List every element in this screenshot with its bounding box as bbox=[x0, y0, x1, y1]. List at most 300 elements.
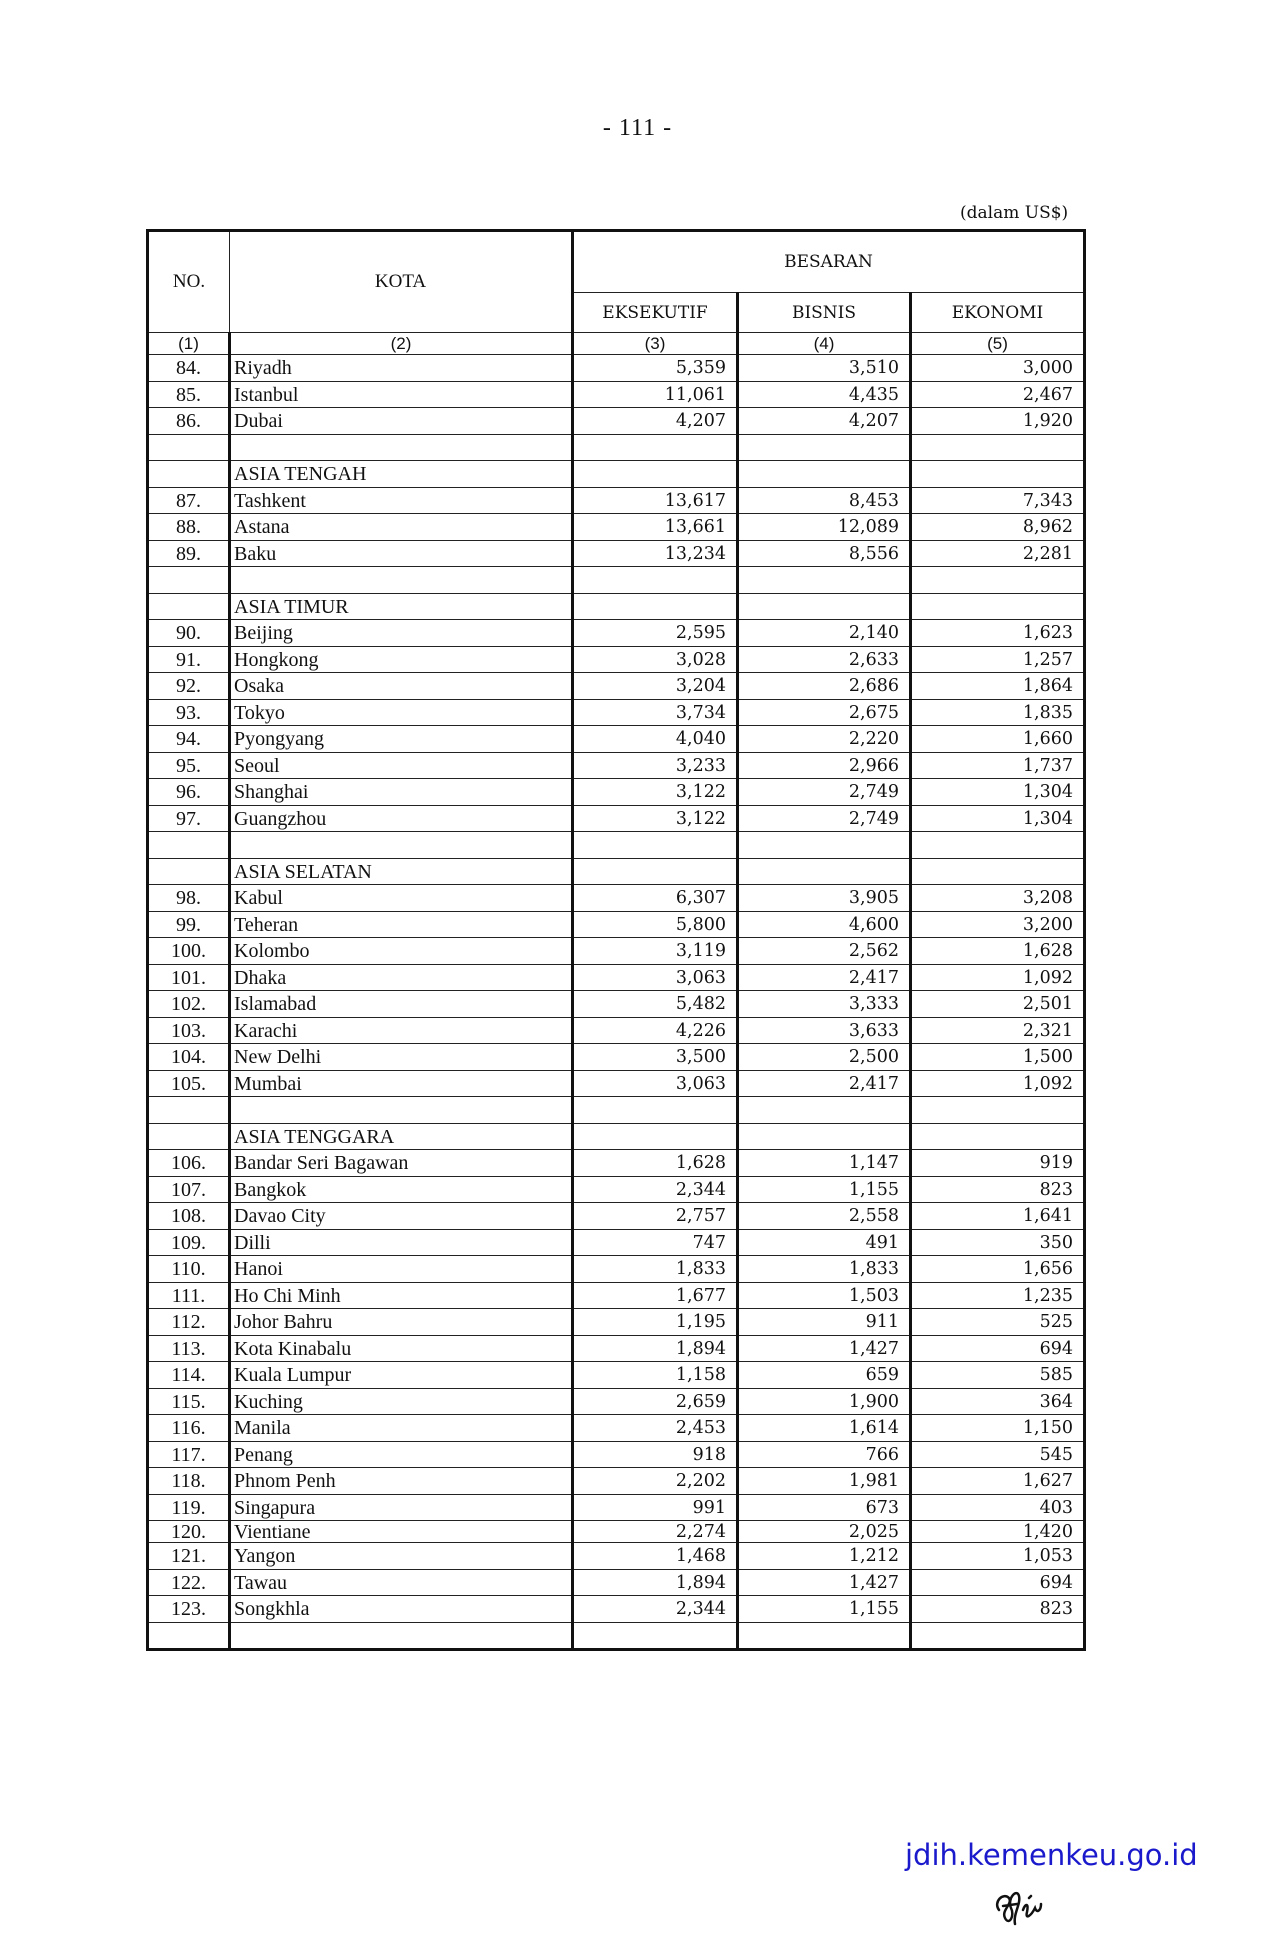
cell-eksekutif: 11,061 bbox=[573, 381, 738, 408]
cell-ekonomi: 1,623 bbox=[911, 620, 1085, 647]
cell-ekonomi: 1,920 bbox=[911, 408, 1085, 435]
region-header-row bbox=[148, 858, 1085, 885]
cell-ekonomi bbox=[911, 858, 1085, 885]
column-index: (3) bbox=[573, 333, 738, 355]
table-row bbox=[148, 1468, 1085, 1495]
cell-eksekutif bbox=[573, 1097, 738, 1124]
cell-no: 118. bbox=[148, 1468, 230, 1495]
cell-ekonomi: 823 bbox=[911, 1176, 1085, 1203]
cell-no: 112. bbox=[148, 1309, 230, 1336]
cell-eksekutif: 1,628 bbox=[573, 1150, 738, 1177]
header-no: NO. bbox=[148, 231, 230, 333]
cell-bisnis: 2,140 bbox=[738, 620, 911, 647]
cell-kota: Tokyo bbox=[230, 699, 573, 726]
cell-bisnis: 8,453 bbox=[738, 487, 911, 514]
cell-kota: Songkhla bbox=[230, 1596, 573, 1623]
column-index: (5) bbox=[911, 333, 1085, 355]
cell-kota: Hanoi bbox=[230, 1256, 573, 1283]
cell-eksekutif bbox=[573, 567, 738, 594]
cell-no: 88. bbox=[148, 514, 230, 541]
region-name: ASIA TIMUR bbox=[230, 593, 573, 620]
cell-kota: Kota Kinabalu bbox=[230, 1335, 573, 1362]
table-row bbox=[148, 991, 1085, 1018]
cell-no: 101. bbox=[148, 964, 230, 991]
cell-no: 86. bbox=[148, 408, 230, 435]
cell-no: 91. bbox=[148, 646, 230, 673]
cell-eksekutif: 4,226 bbox=[573, 1017, 738, 1044]
cell-no: 103. bbox=[148, 1017, 230, 1044]
table-row bbox=[148, 1335, 1085, 1362]
header-eksekutif: EKSEKUTIF bbox=[573, 293, 738, 333]
table-row bbox=[148, 752, 1085, 779]
cell-kota: Riyadh bbox=[230, 355, 573, 382]
cell-kota: Baku bbox=[230, 540, 573, 567]
cell-kota: Johor Bahru bbox=[230, 1309, 573, 1336]
cell-kota: Ho Chi Minh bbox=[230, 1282, 573, 1309]
cell-eksekutif: 5,359 bbox=[573, 355, 738, 382]
cell-kota: Kuching bbox=[230, 1388, 573, 1415]
table-row bbox=[148, 1309, 1085, 1336]
cell-ekonomi: 1,641 bbox=[911, 1203, 1085, 1230]
cell-bisnis: 2,749 bbox=[738, 779, 911, 806]
cell-eksekutif: 13,661 bbox=[573, 514, 738, 541]
cell-ekonomi: 919 bbox=[911, 1150, 1085, 1177]
cell-eksekutif: 3,063 bbox=[573, 964, 738, 991]
table-row bbox=[148, 355, 1085, 382]
cell-no bbox=[148, 567, 230, 594]
cell-bisnis: 1,614 bbox=[738, 1415, 911, 1442]
cell-ekonomi: 1,420 bbox=[911, 1521, 1085, 1543]
table-row bbox=[148, 1229, 1085, 1256]
table-row bbox=[148, 938, 1085, 965]
cell-no: 114. bbox=[148, 1362, 230, 1389]
table-row bbox=[148, 911, 1085, 938]
cell-no: 99. bbox=[148, 911, 230, 938]
cell-kota: Kabul bbox=[230, 885, 573, 912]
cell-eksekutif: 3,028 bbox=[573, 646, 738, 673]
table-row bbox=[148, 646, 1085, 673]
table-row bbox=[148, 1203, 1085, 1230]
table-row bbox=[148, 540, 1085, 567]
cell-no bbox=[148, 593, 230, 620]
cell-bisnis bbox=[738, 593, 911, 620]
cell-eksekutif bbox=[573, 858, 738, 885]
cell-ekonomi: 545 bbox=[911, 1441, 1085, 1468]
cell-kota: Istanbul bbox=[230, 381, 573, 408]
cell-kota: Hongkong bbox=[230, 646, 573, 673]
table-row bbox=[148, 779, 1085, 806]
cell-eksekutif bbox=[573, 1622, 738, 1650]
signature-icon bbox=[985, 1880, 1055, 1935]
cell-bisnis: 911 bbox=[738, 1309, 911, 1336]
cell-eksekutif: 1,677 bbox=[573, 1282, 738, 1309]
cell-no bbox=[148, 1622, 230, 1650]
cell-no: 94. bbox=[148, 726, 230, 753]
cell-no: 90. bbox=[148, 620, 230, 647]
table-row bbox=[148, 726, 1085, 753]
table-row bbox=[148, 699, 1085, 726]
header-bisnis: BISNIS bbox=[738, 293, 911, 333]
cell-eksekutif: 2,202 bbox=[573, 1468, 738, 1495]
cell-bisnis: 491 bbox=[738, 1229, 911, 1256]
cell-bisnis bbox=[738, 1123, 911, 1150]
region-header-row bbox=[148, 461, 1085, 488]
cell-eksekutif: 4,040 bbox=[573, 726, 738, 753]
cell-no: 102. bbox=[148, 991, 230, 1018]
cell-eksekutif: 3,500 bbox=[573, 1044, 738, 1071]
cell-bisnis: 2,500 bbox=[738, 1044, 911, 1071]
cell-ekonomi: 1,092 bbox=[911, 1070, 1085, 1097]
cell-bisnis: 1,212 bbox=[738, 1543, 911, 1570]
cell-eksekutif: 1,894 bbox=[573, 1335, 738, 1362]
cell-no: 121. bbox=[148, 1543, 230, 1570]
cell-no: 87. bbox=[148, 487, 230, 514]
cell-eksekutif: 747 bbox=[573, 1229, 738, 1256]
cell-ekonomi bbox=[911, 1622, 1085, 1650]
cell-ekonomi: 2,281 bbox=[911, 540, 1085, 567]
cell-kota bbox=[230, 832, 573, 859]
cell-bisnis: 3,905 bbox=[738, 885, 911, 912]
cell-ekonomi: 3,208 bbox=[911, 885, 1085, 912]
table-row bbox=[148, 1596, 1085, 1623]
cell-eksekutif: 2,659 bbox=[573, 1388, 738, 1415]
cell-kota: Beijing bbox=[230, 620, 573, 647]
table-row bbox=[148, 620, 1085, 647]
cell-eksekutif: 13,234 bbox=[573, 540, 738, 567]
cell-no: 89. bbox=[148, 540, 230, 567]
table-row bbox=[148, 1070, 1085, 1097]
cell-no: 85. bbox=[148, 381, 230, 408]
table-row bbox=[148, 1543, 1085, 1570]
cell-kota: New Delhi bbox=[230, 1044, 573, 1071]
cell-eksekutif bbox=[573, 434, 738, 461]
cell-bisnis bbox=[738, 567, 911, 594]
cell-ekonomi bbox=[911, 593, 1085, 620]
cell-kota: Seoul bbox=[230, 752, 573, 779]
cell-ekonomi: 1,656 bbox=[911, 1256, 1085, 1283]
cell-ekonomi: 1,304 bbox=[911, 805, 1085, 832]
cell-bisnis: 1,147 bbox=[738, 1150, 911, 1177]
spacer-row bbox=[148, 1622, 1085, 1650]
cell-eksekutif: 3,063 bbox=[573, 1070, 738, 1097]
spacer-row bbox=[148, 434, 1085, 461]
region-name: ASIA TENGGARA bbox=[230, 1123, 573, 1150]
cell-bisnis: 2,966 bbox=[738, 752, 911, 779]
cell-bisnis bbox=[738, 461, 911, 488]
region-name: ASIA SELATAN bbox=[230, 858, 573, 885]
cell-eksekutif: 991 bbox=[573, 1494, 738, 1521]
cell-kota: Dubai bbox=[230, 408, 573, 435]
cell-eksekutif bbox=[573, 1123, 738, 1150]
cell-no: 110. bbox=[148, 1256, 230, 1283]
cell-eksekutif: 6,307 bbox=[573, 885, 738, 912]
cell-kota bbox=[230, 567, 573, 594]
cell-kota: Tawau bbox=[230, 1569, 573, 1596]
column-index-row bbox=[148, 333, 1085, 355]
cell-no: 109. bbox=[148, 1229, 230, 1256]
cell-no: 115. bbox=[148, 1388, 230, 1415]
cell-ekonomi: 694 bbox=[911, 1335, 1085, 1362]
cell-ekonomi: 1,150 bbox=[911, 1415, 1085, 1442]
table-row bbox=[148, 408, 1085, 435]
cell-ekonomi: 7,343 bbox=[911, 487, 1085, 514]
cell-ekonomi: 403 bbox=[911, 1494, 1085, 1521]
cell-ekonomi: 1,835 bbox=[911, 699, 1085, 726]
cell-bisnis bbox=[738, 1097, 911, 1124]
cell-kota: Teheran bbox=[230, 911, 573, 938]
cell-no: 96. bbox=[148, 779, 230, 806]
cell-eksekutif: 1,195 bbox=[573, 1309, 738, 1336]
cell-bisnis: 2,675 bbox=[738, 699, 911, 726]
page-number: - 111 - bbox=[602, 115, 673, 141]
cell-no: 120. bbox=[148, 1521, 230, 1543]
table-row bbox=[148, 673, 1085, 700]
cell-no: 113. bbox=[148, 1335, 230, 1362]
cell-kota: Bangkok bbox=[230, 1176, 573, 1203]
cell-ekonomi bbox=[911, 1097, 1085, 1124]
table-row bbox=[148, 1494, 1085, 1521]
cell-kota: Tashkent bbox=[230, 487, 573, 514]
cell-bisnis bbox=[738, 832, 911, 859]
cell-bisnis: 2,686 bbox=[738, 673, 911, 700]
table-row bbox=[148, 514, 1085, 541]
cell-ekonomi: 1,092 bbox=[911, 964, 1085, 991]
cell-eksekutif: 4,207 bbox=[573, 408, 738, 435]
cell-eksekutif bbox=[573, 461, 738, 488]
cell-eksekutif: 3,122 bbox=[573, 779, 738, 806]
cell-bisnis: 2,749 bbox=[738, 805, 911, 832]
cell-ekonomi: 823 bbox=[911, 1596, 1085, 1623]
cell-no: 84. bbox=[148, 355, 230, 382]
cell-kota: Davao City bbox=[230, 1203, 573, 1230]
table-row bbox=[148, 1017, 1085, 1044]
cell-ekonomi: 8,962 bbox=[911, 514, 1085, 541]
cell-no bbox=[148, 434, 230, 461]
cell-bisnis bbox=[738, 1622, 911, 1650]
cell-kota: Astana bbox=[230, 514, 573, 541]
cell-no bbox=[148, 858, 230, 885]
cell-eksekutif: 918 bbox=[573, 1441, 738, 1468]
cell-kota: Bandar Seri Bagawan bbox=[230, 1150, 573, 1177]
cell-kota: Dhaka bbox=[230, 964, 573, 991]
cell-bisnis bbox=[738, 434, 911, 461]
cell-ekonomi: 3,000 bbox=[911, 355, 1085, 382]
cell-eksekutif: 2,453 bbox=[573, 1415, 738, 1442]
spacer-row bbox=[148, 1097, 1085, 1124]
cell-ekonomi: 585 bbox=[911, 1362, 1085, 1389]
cell-ekonomi: 1,628 bbox=[911, 938, 1085, 965]
spacer-row bbox=[148, 567, 1085, 594]
cell-no: 122. bbox=[148, 1569, 230, 1596]
cell-bisnis: 1,155 bbox=[738, 1596, 911, 1623]
table-row bbox=[148, 381, 1085, 408]
cell-ekonomi: 2,321 bbox=[911, 1017, 1085, 1044]
table-row bbox=[148, 1150, 1085, 1177]
cell-kota: Phnom Penh bbox=[230, 1468, 573, 1495]
cell-kota: Mumbai bbox=[230, 1070, 573, 1097]
cell-ekonomi: 2,501 bbox=[911, 991, 1085, 1018]
cell-eksekutif: 5,800 bbox=[573, 911, 738, 938]
cell-no: 117. bbox=[148, 1441, 230, 1468]
cell-ekonomi: 364 bbox=[911, 1388, 1085, 1415]
cell-no: 116. bbox=[148, 1415, 230, 1442]
cell-no: 123. bbox=[148, 1596, 230, 1623]
cell-ekonomi bbox=[911, 434, 1085, 461]
cell-no: 92. bbox=[148, 673, 230, 700]
table-row bbox=[148, 1256, 1085, 1283]
cell-ekonomi: 3,200 bbox=[911, 911, 1085, 938]
cell-ekonomi bbox=[911, 1123, 1085, 1150]
cell-no: 108. bbox=[148, 1203, 230, 1230]
cell-eksekutif: 2,344 bbox=[573, 1596, 738, 1623]
cell-ekonomi: 1,737 bbox=[911, 752, 1085, 779]
cell-bisnis: 659 bbox=[738, 1362, 911, 1389]
cell-ekonomi: 694 bbox=[911, 1569, 1085, 1596]
column-index: (4) bbox=[738, 333, 911, 355]
column-index: (1) bbox=[148, 333, 230, 355]
cell-kota: Shanghai bbox=[230, 779, 573, 806]
table-row bbox=[148, 885, 1085, 912]
table-row bbox=[148, 1441, 1085, 1468]
cell-eksekutif: 2,344 bbox=[573, 1176, 738, 1203]
cell-ekonomi: 1,627 bbox=[911, 1468, 1085, 1495]
table-row bbox=[148, 964, 1085, 991]
cell-ekonomi bbox=[911, 461, 1085, 488]
cell-no: 107. bbox=[148, 1176, 230, 1203]
table-row bbox=[148, 1569, 1085, 1596]
cell-eksekutif: 2,595 bbox=[573, 620, 738, 647]
cell-no: 106. bbox=[148, 1150, 230, 1177]
cell-eksekutif: 1,468 bbox=[573, 1543, 738, 1570]
cell-bisnis: 4,207 bbox=[738, 408, 911, 435]
cell-bisnis: 1,503 bbox=[738, 1282, 911, 1309]
cell-no: 104. bbox=[148, 1044, 230, 1071]
cell-kota: Guangzhou bbox=[230, 805, 573, 832]
cell-bisnis: 1,833 bbox=[738, 1256, 911, 1283]
cell-bisnis: 1,981 bbox=[738, 1468, 911, 1495]
cell-eksekutif: 1,833 bbox=[573, 1256, 738, 1283]
region-header-row bbox=[148, 593, 1085, 620]
cell-kota: Yangon bbox=[230, 1543, 573, 1570]
cell-eksekutif: 3,122 bbox=[573, 805, 738, 832]
table-row bbox=[148, 1044, 1085, 1071]
table-row bbox=[148, 1388, 1085, 1415]
cell-no: 119. bbox=[148, 1494, 230, 1521]
cell-no bbox=[148, 461, 230, 488]
cell-no: 93. bbox=[148, 699, 230, 726]
cell-bisnis: 2,562 bbox=[738, 938, 911, 965]
table-row bbox=[148, 1362, 1085, 1389]
cell-eksekutif: 3,119 bbox=[573, 938, 738, 965]
table-row bbox=[148, 805, 1085, 832]
cell-bisnis: 1,427 bbox=[738, 1569, 911, 1596]
cell-eksekutif: 3,233 bbox=[573, 752, 738, 779]
cell-kota: Pyongyang bbox=[230, 726, 573, 753]
cell-kota bbox=[230, 434, 573, 461]
cell-bisnis: 2,025 bbox=[738, 1521, 911, 1543]
cell-bisnis: 766 bbox=[738, 1441, 911, 1468]
cell-bisnis: 2,417 bbox=[738, 1070, 911, 1097]
cell-bisnis: 2,633 bbox=[738, 646, 911, 673]
cell-eksekutif: 5,482 bbox=[573, 991, 738, 1018]
currency-unit-note: (dalam US$) bbox=[960, 203, 1069, 223]
cell-bisnis: 1,900 bbox=[738, 1388, 911, 1415]
cell-kota: Dilli bbox=[230, 1229, 573, 1256]
region-name: ASIA TENGAH bbox=[230, 461, 573, 488]
cell-eksekutif: 2,274 bbox=[573, 1521, 738, 1543]
cell-ekonomi: 1,235 bbox=[911, 1282, 1085, 1309]
cell-no bbox=[148, 1097, 230, 1124]
table-row bbox=[148, 1415, 1085, 1442]
cell-ekonomi: 2,467 bbox=[911, 381, 1085, 408]
spacer-row bbox=[148, 832, 1085, 859]
cell-no bbox=[148, 1123, 230, 1150]
cell-ekonomi: 350 bbox=[911, 1229, 1085, 1256]
table-row bbox=[148, 1521, 1085, 1543]
cell-eksekutif bbox=[573, 832, 738, 859]
cell-kota: Penang bbox=[230, 1441, 573, 1468]
cell-bisnis: 2,220 bbox=[738, 726, 911, 753]
cell-ekonomi bbox=[911, 832, 1085, 859]
cell-eksekutif: 2,757 bbox=[573, 1203, 738, 1230]
cell-ekonomi: 1,304 bbox=[911, 779, 1085, 806]
column-index: (2) bbox=[230, 333, 573, 355]
table-row bbox=[148, 487, 1085, 514]
header-ekonomi: EKONOMI bbox=[911, 293, 1085, 333]
cell-bisnis: 4,600 bbox=[738, 911, 911, 938]
jdih-website-link[interactable]: jdih.kemenkeu.go.id bbox=[905, 1838, 1198, 1872]
cell-no: 95. bbox=[148, 752, 230, 779]
cell-no: 111. bbox=[148, 1282, 230, 1309]
cell-kota: Osaka bbox=[230, 673, 573, 700]
cell-kota: Vientiane bbox=[230, 1521, 573, 1543]
table-body bbox=[148, 355, 1085, 1650]
cell-ekonomi: 1,257 bbox=[911, 646, 1085, 673]
cell-kota bbox=[230, 1097, 573, 1124]
region-header-row bbox=[148, 1123, 1085, 1150]
cell-bisnis: 12,089 bbox=[738, 514, 911, 541]
cell-kota: Kolombo bbox=[230, 938, 573, 965]
cell-ekonomi: 1,053 bbox=[911, 1543, 1085, 1570]
table-row bbox=[148, 1176, 1085, 1203]
cell-bisnis bbox=[738, 858, 911, 885]
cell-eksekutif: 1,158 bbox=[573, 1362, 738, 1389]
header-besaran: BESARAN bbox=[573, 231, 1085, 293]
cell-eksekutif bbox=[573, 593, 738, 620]
cell-kota: Kuala Lumpur bbox=[230, 1362, 573, 1389]
cell-kota bbox=[230, 1622, 573, 1650]
cell-bisnis: 2,558 bbox=[738, 1203, 911, 1230]
cell-ekonomi: 1,500 bbox=[911, 1044, 1085, 1071]
cell-bisnis: 8,556 bbox=[738, 540, 911, 567]
cell-bisnis: 3,633 bbox=[738, 1017, 911, 1044]
cell-bisnis: 3,333 bbox=[738, 991, 911, 1018]
airfare-rate-table bbox=[146, 229, 1086, 1651]
cell-no: 97. bbox=[148, 805, 230, 832]
header-kota: KOTA bbox=[230, 231, 573, 333]
cell-eksekutif: 13,617 bbox=[573, 487, 738, 514]
cell-eksekutif: 3,204 bbox=[573, 673, 738, 700]
cell-no: 105. bbox=[148, 1070, 230, 1097]
cell-no: 100. bbox=[148, 938, 230, 965]
cell-kota: Karachi bbox=[230, 1017, 573, 1044]
cell-ekonomi bbox=[911, 567, 1085, 594]
cell-eksekutif: 1,894 bbox=[573, 1569, 738, 1596]
cell-bisnis: 2,417 bbox=[738, 964, 911, 991]
cell-ekonomi: 1,660 bbox=[911, 726, 1085, 753]
cell-kota: Singapura bbox=[230, 1494, 573, 1521]
cell-kota: Manila bbox=[230, 1415, 573, 1442]
